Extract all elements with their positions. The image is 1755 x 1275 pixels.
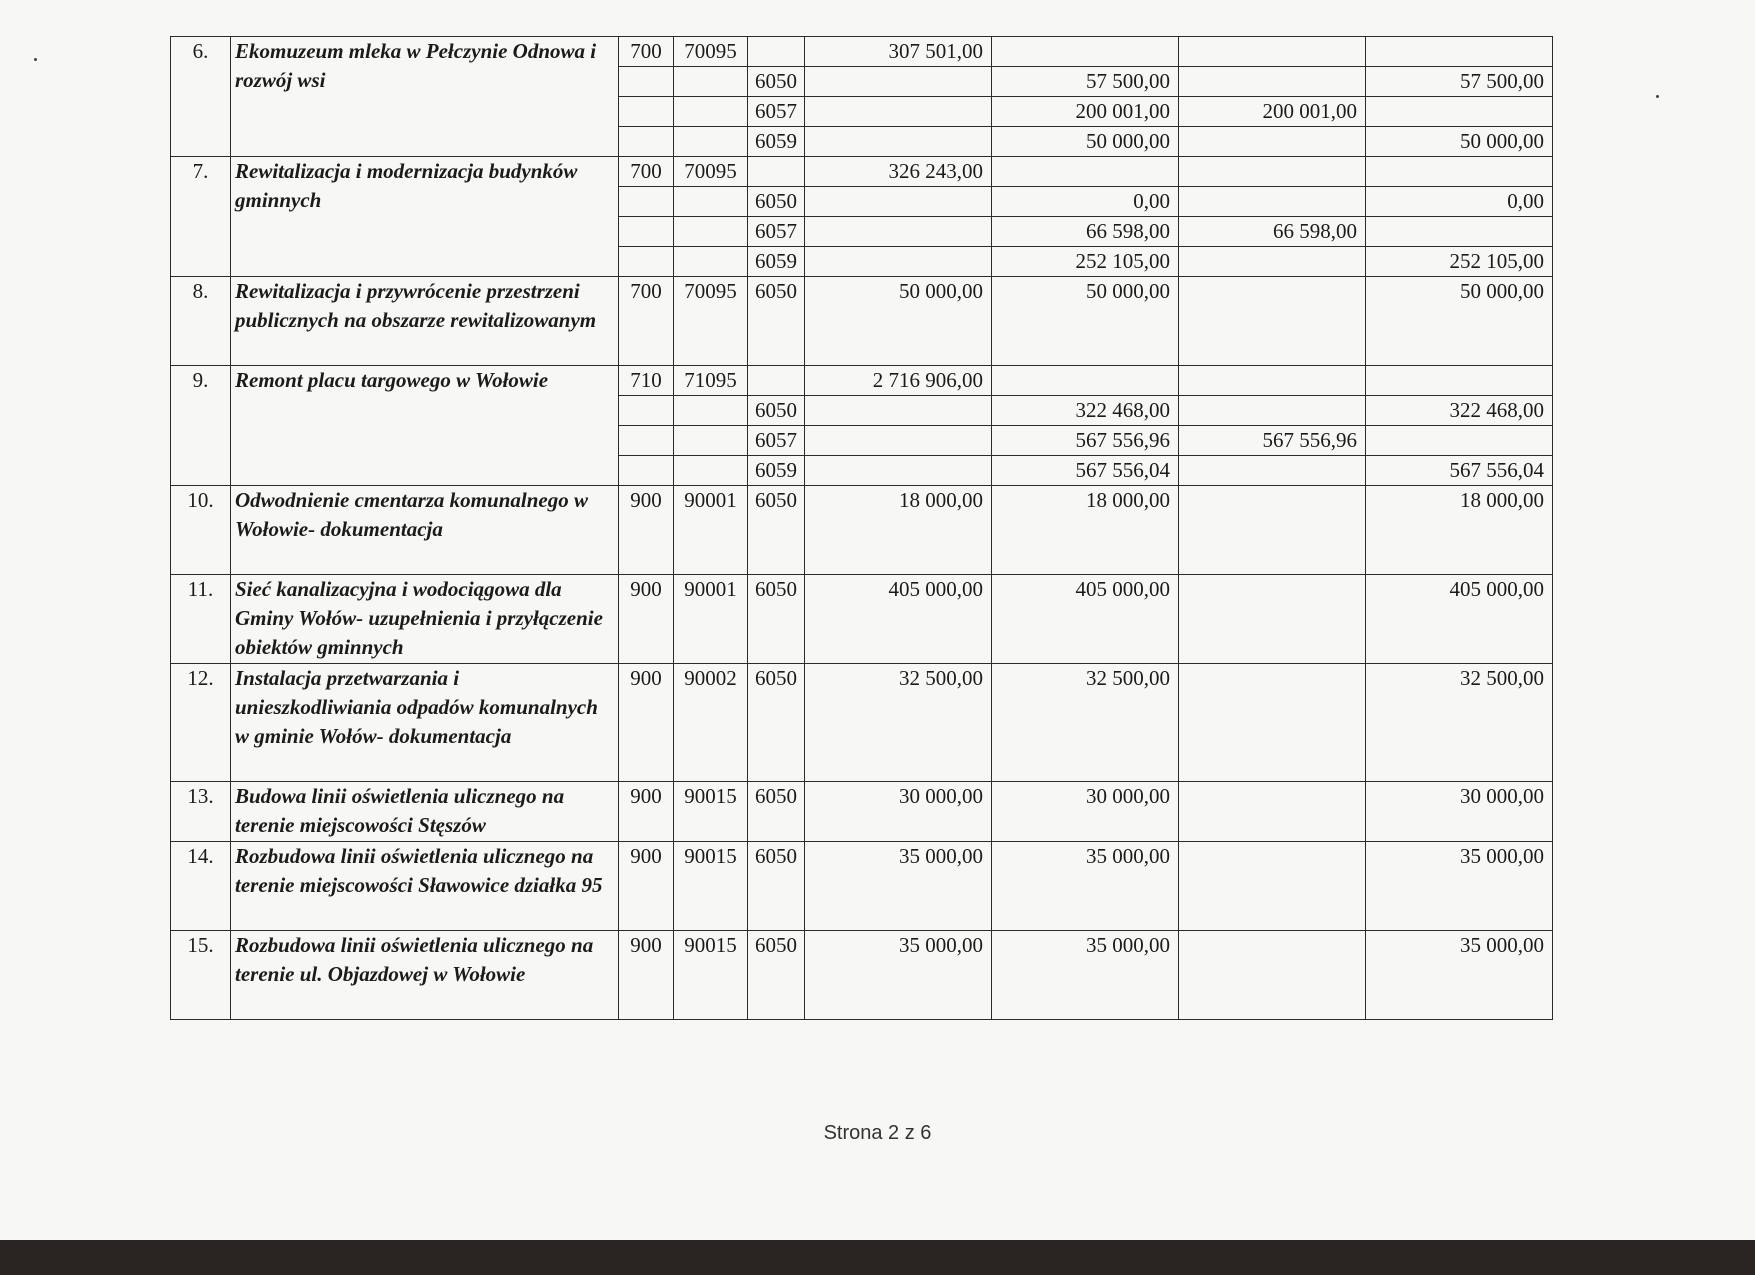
- value-cell: 32 500,00: [1366, 664, 1553, 782]
- paragraph-code: 6050: [748, 396, 805, 426]
- section-code: 900: [619, 575, 674, 664]
- chapter-code: [674, 247, 748, 277]
- total-value: 2 716 906,00: [805, 366, 992, 396]
- paragraph-code: 6059: [748, 247, 805, 277]
- value-cell: [992, 157, 1179, 187]
- paragraph-code: 6050: [748, 842, 805, 931]
- value-cell: 50 000,00: [992, 277, 1179, 366]
- paragraph-code: 6050: [748, 277, 805, 366]
- section-code: [619, 396, 674, 426]
- section-code: 900: [619, 931, 674, 1020]
- section-code: 900: [619, 486, 674, 575]
- value-cell: [1179, 247, 1366, 277]
- chapter-code: [674, 187, 748, 217]
- value-cell: [1179, 67, 1366, 97]
- section-code: 900: [619, 664, 674, 782]
- value-cell: 35 000,00: [1366, 931, 1553, 1020]
- task-name: Ekomuzeum mleka w Pełczynie Odnowa i rozwój wsi: [231, 37, 619, 157]
- value-cell: [1179, 127, 1366, 157]
- value-cell: [1366, 217, 1553, 247]
- value-cell: 66 598,00: [1179, 217, 1366, 247]
- row-number: 12.: [171, 664, 231, 782]
- section-code: 700: [619, 37, 674, 67]
- value-cell: [1179, 366, 1366, 396]
- row-number: 13.: [171, 782, 231, 842]
- value-cell: 405 000,00: [992, 575, 1179, 664]
- table-body: [171, 37, 1553, 1020]
- paragraph-code: 6050: [748, 67, 805, 97]
- value-cell: 57 500,00: [1366, 67, 1553, 97]
- total-value: 32 500,00: [805, 664, 992, 782]
- value-cell: 35 000,00: [1366, 842, 1553, 931]
- section-code: [619, 67, 674, 97]
- paragraph-code: [748, 157, 805, 187]
- chapter-code: [674, 97, 748, 127]
- value-cell: 35 000,00: [992, 931, 1179, 1020]
- value-cell: 322 468,00: [992, 396, 1179, 426]
- total-value: [805, 127, 992, 157]
- chapter-code: 90002: [674, 664, 748, 782]
- paragraph-code: 6057: [748, 426, 805, 456]
- value-cell: 57 500,00: [992, 67, 1179, 97]
- row-number: 14.: [171, 842, 231, 931]
- value-cell: 50 000,00: [1366, 127, 1553, 157]
- total-value: 18 000,00: [805, 486, 992, 575]
- paragraph-code: 6050: [748, 486, 805, 575]
- value-cell: [1179, 277, 1366, 366]
- task-name: Remont placu targowego w Wołowie: [231, 366, 619, 486]
- total-value: [805, 187, 992, 217]
- paragraph-code: 6050: [748, 575, 805, 664]
- total-value: 326 243,00: [805, 157, 992, 187]
- chapter-code: [674, 456, 748, 486]
- value-cell: 567 556,04: [1366, 456, 1553, 486]
- section-code: [619, 97, 674, 127]
- value-cell: 32 500,00: [992, 664, 1179, 782]
- task-name: Sieć kanalizacyjna i wodociągowa dla Gminy Wołów- uzupełnienia i przyłączenie obiektów gminnych: [231, 575, 619, 664]
- chapter-code: 71095: [674, 366, 748, 396]
- chapter-code: [674, 127, 748, 157]
- section-code: 900: [619, 842, 674, 931]
- table-row: [171, 842, 1553, 931]
- value-cell: [1179, 782, 1366, 842]
- paragraph-code: 6059: [748, 456, 805, 486]
- table-row: [171, 782, 1553, 842]
- row-number: 11.: [171, 575, 231, 664]
- section-code: [619, 187, 674, 217]
- value-cell: [1179, 37, 1366, 67]
- section-code: 900: [619, 782, 674, 842]
- value-cell: [1179, 842, 1366, 931]
- total-value: [805, 67, 992, 97]
- task-name: Budowa linii oświetlenia ulicznego na terenie miejscowości Stęszów: [231, 782, 619, 842]
- section-code: 700: [619, 277, 674, 366]
- scan-speck: [1656, 95, 1659, 98]
- value-cell: 50 000,00: [1366, 277, 1553, 366]
- paragraph-code: [748, 37, 805, 67]
- value-cell: [1366, 426, 1553, 456]
- value-cell: 567 556,04: [992, 456, 1179, 486]
- value-cell: [1179, 486, 1366, 575]
- task-name: Rozbudowa linii oświetlenia ulicznego na terenie miejscowości Sławowice działka 95: [231, 842, 619, 931]
- chapter-code: 70095: [674, 277, 748, 366]
- total-value: [805, 97, 992, 127]
- chapter-code: 70095: [674, 157, 748, 187]
- task-name: Rewitalizacja i modernizacja budynków gminnych: [231, 157, 619, 277]
- value-cell: 50 000,00: [992, 127, 1179, 157]
- chapter-code: [674, 426, 748, 456]
- value-cell: [1366, 157, 1553, 187]
- value-cell: [1179, 664, 1366, 782]
- section-code: [619, 217, 674, 247]
- task-name: Odwodnienie cmentarza komunalnego w Wołowie- dokumentacja: [231, 486, 619, 575]
- value-cell: 18 000,00: [992, 486, 1179, 575]
- chapter-code: 70095: [674, 37, 748, 67]
- chapter-code: 90001: [674, 575, 748, 664]
- value-cell: [992, 37, 1179, 67]
- value-cell: 0,00: [1366, 187, 1553, 217]
- total-value: [805, 217, 992, 247]
- row-number: 6.: [171, 37, 231, 157]
- value-cell: 405 000,00: [1366, 575, 1553, 664]
- chapter-code: [674, 217, 748, 247]
- row-number: 9.: [171, 366, 231, 486]
- page-number: Strona 2 z 6: [823, 1122, 932, 1144]
- value-cell: [992, 366, 1179, 396]
- paragraph-code: 6050: [748, 782, 805, 842]
- value-cell: 322 468,00: [1366, 396, 1553, 426]
- task-name: Rewitalizacja i przywrócenie przestrzeni publicznych na obszarze rewitalizowanym: [231, 277, 619, 366]
- value-cell: [1366, 37, 1553, 67]
- value-cell: 567 556,96: [992, 426, 1179, 456]
- total-value: 35 000,00: [805, 931, 992, 1020]
- task-name: Rozbudowa linii oświetlenia ulicznego na terenie ul. Objazdowej w Wołowie: [231, 931, 619, 1020]
- paragraph-code: 6059: [748, 127, 805, 157]
- chapter-code: [674, 67, 748, 97]
- value-cell: [1179, 456, 1366, 486]
- total-value: 30 000,00: [805, 782, 992, 842]
- total-value: [805, 456, 992, 486]
- row-number: 10.: [171, 486, 231, 575]
- value-cell: [1366, 366, 1553, 396]
- scan-speck: [34, 58, 37, 61]
- investment-table: [170, 36, 1553, 1020]
- table-row: [171, 486, 1553, 575]
- table-row: [171, 157, 1553, 187]
- table-row: [171, 575, 1553, 664]
- total-value: 50 000,00: [805, 277, 992, 366]
- section-code: [619, 247, 674, 277]
- total-value: 35 000,00: [805, 842, 992, 931]
- chapter-code: [674, 396, 748, 426]
- value-cell: 252 105,00: [1366, 247, 1553, 277]
- row-number: 8.: [171, 277, 231, 366]
- row-number: 15.: [171, 931, 231, 1020]
- value-cell: 200 001,00: [1179, 97, 1366, 127]
- value-cell: [1179, 396, 1366, 426]
- paragraph-code: 6050: [748, 187, 805, 217]
- total-value: [805, 396, 992, 426]
- total-value: 405 000,00: [805, 575, 992, 664]
- total-value: 307 501,00: [805, 37, 992, 67]
- chapter-code: 90015: [674, 931, 748, 1020]
- row-number: 7.: [171, 157, 231, 277]
- paragraph-code: 6050: [748, 931, 805, 1020]
- value-cell: [1179, 931, 1366, 1020]
- table-row: [171, 277, 1553, 366]
- section-code: [619, 426, 674, 456]
- table-row: [171, 664, 1553, 782]
- total-value: [805, 426, 992, 456]
- table-row: [171, 366, 1553, 396]
- total-value: [805, 247, 992, 277]
- value-cell: 18 000,00: [1366, 486, 1553, 575]
- value-cell: 30 000,00: [1366, 782, 1553, 842]
- value-cell: [1179, 575, 1366, 664]
- value-cell: 35 000,00: [992, 842, 1179, 931]
- paragraph-code: [748, 366, 805, 396]
- paragraph-code: 6057: [748, 217, 805, 247]
- chapter-code: 90001: [674, 486, 748, 575]
- value-cell: 66 598,00: [992, 217, 1179, 247]
- chapter-code: 90015: [674, 842, 748, 931]
- section-code: 710: [619, 366, 674, 396]
- chapter-code: 90015: [674, 782, 748, 842]
- paragraph-code: 6057: [748, 97, 805, 127]
- value-cell: [1366, 97, 1553, 127]
- value-cell: 0,00: [992, 187, 1179, 217]
- value-cell: 30 000,00: [992, 782, 1179, 842]
- value-cell: 567 556,96: [1179, 426, 1366, 456]
- section-code: [619, 456, 674, 486]
- value-cell: [1179, 187, 1366, 217]
- section-code: 700: [619, 157, 674, 187]
- table-row: [171, 37, 1553, 67]
- table-row: [171, 931, 1553, 1020]
- task-name: Instalacja przetwarzania i unieszkodliwiania odpadów komunalnych w gminie Wołów- dokumentacja: [231, 664, 619, 782]
- value-cell: 252 105,00: [992, 247, 1179, 277]
- paragraph-code: 6050: [748, 664, 805, 782]
- value-cell: [1179, 157, 1366, 187]
- section-code: [619, 127, 674, 157]
- value-cell: 200 001,00: [992, 97, 1179, 127]
